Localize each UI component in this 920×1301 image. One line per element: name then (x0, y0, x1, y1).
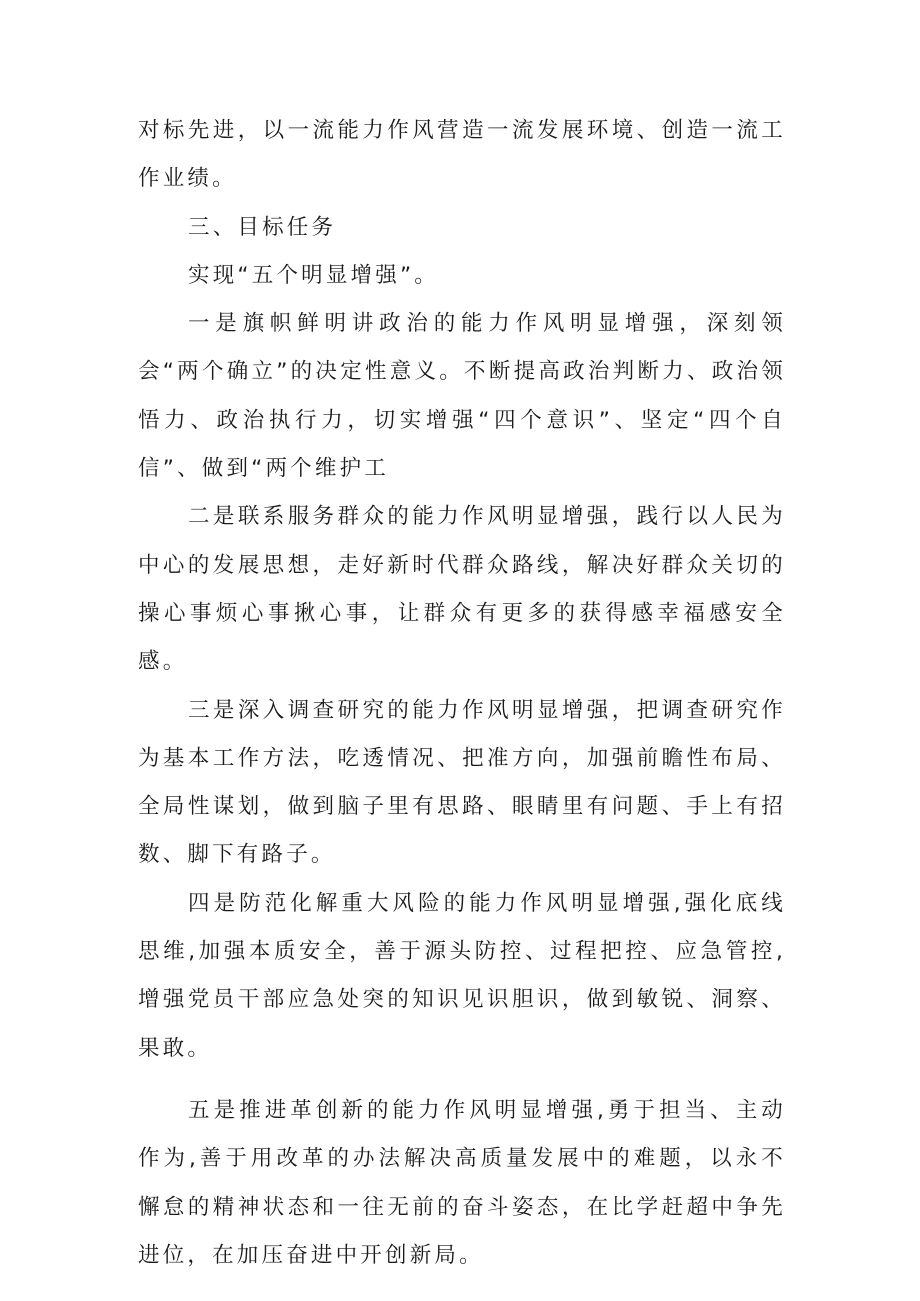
paragraph-item-five: 五是推进革创新的能力作风明显增强,勇于担当、主动作为,善于用改革的办法解决高质量发展中的难题，以永不懈怠的精神状态和一往无前的奋斗姿态，在比学赶超中争先进位，在加压奋进中开创新局。 (138, 1097, 786, 1268)
paragraph-five-enhancements: 实现“五个明显增强”。 (188, 262, 439, 288)
paragraph-item-three: 三是深入调查研究的能力作风明显增强，把调查研究作为基本工作方法，吃透情况、把准方向，加强前瞻性布局、全局性谋划，做到脑子里有思路、眼睛里有问题、手上有招数、脚下有路子。 (138, 697, 786, 868)
section-heading-goals: 三、目标任务 (188, 214, 337, 240)
document-body (138, 107, 786, 1280)
paragraph-continuation: 对标先进，以一流能力作风营造一流发展环境、创造一流工作业绩。 (138, 118, 786, 192)
paragraph-item-one: 一是旗帜鲜明讲政治的能力作风明显增强，深刻领会“两个确立”的决定性意义。不断提高政治判断力、政治领悟力、政治执行力，切实增强“四个意识”、坚定“四个自信”、做到“两个维护工 (138, 311, 786, 482)
paragraph-item-four: 四是防范化解重大风险的能力作风明显增强,强化底线思维,加强本质安全，善于源头防控、过程把控、应急管控,增强党员干部应急处突的知识见识胆识，做到敏锐、洞察、果敢。 (138, 890, 786, 1061)
paragraph-item-two: 二是联系服务群众的能力作风明显增强，践行以人民为中心的发展思想，走好新时代群众路线，解决好群众关切的操心事烦心事揪心事，让群众有更多的获得感幸福感安全感。 (138, 504, 786, 675)
